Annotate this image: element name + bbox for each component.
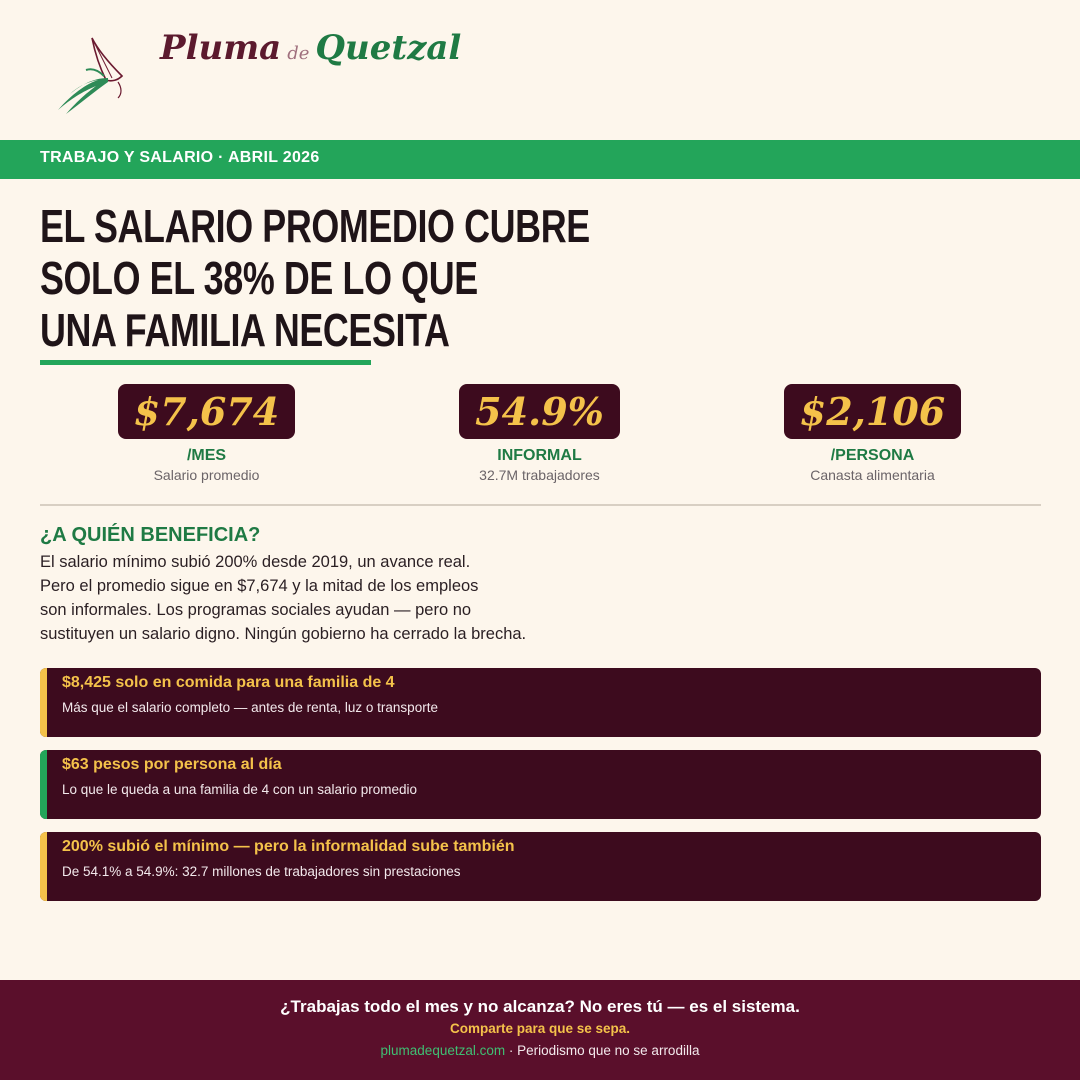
footer-share-cta: Comparte para que se sepa. <box>449 1021 631 1036</box>
brand-part-quetzal: Quetzal <box>315 28 462 68</box>
headline-line-1: EL SALARIO PROMEDIO CUBRE <box>40 200 590 252</box>
footer <box>0 980 1080 1080</box>
header <box>0 0 1080 140</box>
body-line: sustituyen un salario digno. Ningún gobierno ha cerrado la brecha. <box>40 625 527 643</box>
stat-caption: Salario promedio <box>153 467 260 483</box>
headline-line-3: UNA FAMILIA NECESITA <box>40 304 450 356</box>
divider <box>40 504 1041 506</box>
stat-value: $2,106 <box>784 384 961 439</box>
quetzal-feather-icon <box>52 32 130 116</box>
footer-tagline: · Periodismo que no se arrodilla <box>505 1043 700 1058</box>
stat-caption: 32.7M trabajadores <box>479 467 600 483</box>
card-subtitle: De 54.1% a 54.9%: 32.7 millones de trabajadores sin prestaciones <box>62 864 461 879</box>
body-line: son informales. Los programas sociales ayudan — pero no <box>40 601 472 619</box>
stat-caption: Canasta alimentaria <box>810 467 935 483</box>
footer-question: ¿Trabajas todo el mes y no alcanza? No eres tú — es el sistema. <box>280 997 800 1016</box>
stat-unit: /MES <box>186 447 227 464</box>
card-accent-bar <box>40 668 47 737</box>
card-subtitle: Más que el salario completo — antes de renta, luz o transporte <box>62 700 438 715</box>
brand-part-pluma: Pluma <box>160 28 282 68</box>
stat-unit: /PERSONA <box>830 447 915 464</box>
headline <box>40 200 590 356</box>
stat-value: $7,674 <box>118 384 295 439</box>
body-paragraph <box>40 550 560 646</box>
stat-unit: INFORMAL <box>497 447 582 464</box>
fact-card-food <box>40 668 1041 737</box>
headline-line-2: SOLO EL 38% DE LO QUE <box>40 252 478 304</box>
card-title: 200% subió el mínimo — pero la informalidad sube también <box>62 838 515 855</box>
card-accent-bar <box>40 832 47 901</box>
section-label: TRABAJO Y SALARIO · ABRIL 2026 <box>40 149 320 166</box>
question-title: ¿A QUIÉN BENEFICIA? <box>40 524 261 546</box>
headline-underline <box>40 360 371 365</box>
stat-canasta <box>706 384 1039 483</box>
brand-part-de: de <box>287 43 310 64</box>
footer-site-link[interactable]: plumadequetzal.com <box>380 1043 506 1058</box>
card-title: $8,425 solo en comida para una familia de 4 <box>62 674 395 691</box>
brand-name <box>160 28 461 68</box>
card-subtitle: Lo que le queda a una familia de 4 con un salario promedio <box>62 782 417 797</box>
body-line: El salario mínimo subió 200% desde 2019, un avance real. <box>40 553 471 571</box>
card-title: $63 pesos por persona al día <box>62 756 282 773</box>
footer-credit <box>0 1043 1080 1058</box>
fact-card-daily <box>40 750 1041 819</box>
body-line: Pero el promedio sigue en $7,674 y la mitad de los empleos <box>40 577 479 595</box>
stat-informal <box>373 384 706 483</box>
section-band <box>0 140 1080 179</box>
stat-value: 54.9% <box>459 384 620 439</box>
fact-card-minimum <box>40 832 1041 901</box>
stat-salary <box>40 384 373 483</box>
card-accent-bar <box>40 750 47 819</box>
